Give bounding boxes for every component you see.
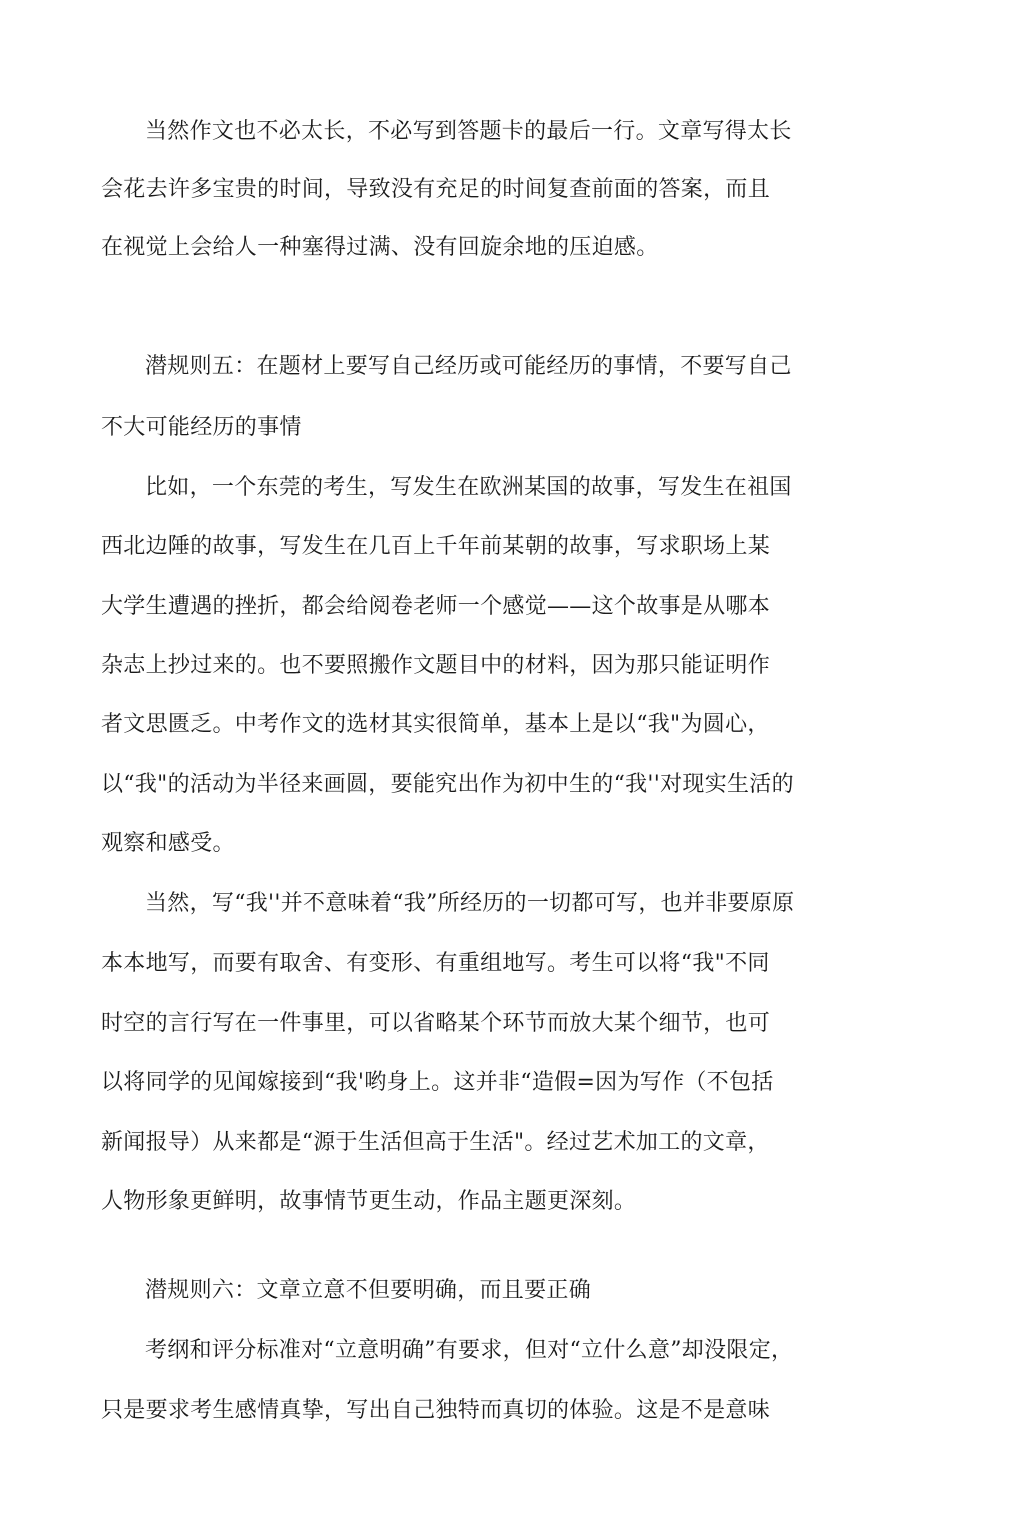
paragraph-line: 只是要求考生感情真挚，写出自己独特而真切的体验。这是不是意味 [101,1398,771,1423]
paragraph-line: 会花去许多宝贵的时间，导致没有充足的时间复查前面的答案，而且 [101,177,771,202]
paragraph-line: 人物形象更鲜明，故事情节更生动，作品主题更深刻。 [101,1189,637,1214]
section-heading-line: 不大可能经历的事情 [101,415,302,440]
paragraph-line: 以将同学的见闻嫁接到“我'哟身上。这并非“造假=因为写作（不包括 [101,1070,774,1095]
paragraph-line: 观察和感受。 [101,831,235,856]
section-heading-line: 潜规则五：在题材上要写自己经历或可能经历的事情，不要写自己 [145,354,792,379]
paragraph-line: 新闻报导）从来都是“源于生活但高于生活"。经过艺术加工的文章， [101,1130,770,1155]
paragraph-line: 时空的言行写在一件事里，可以省略某个环节而放大某个细节，也可 [101,1011,771,1036]
paragraph-line: 以“我"的活动为半径来画圆，要能究出作为初中生的“我''对现实生活的 [101,772,794,797]
paragraph-line: 比如，一个东莞的考生，写发生在欧洲某国的故事，写发生在祖国 [145,475,792,500]
paragraph-line: 当然作文也不必太长，不必写到答题卡的最后一行。文章写得太长 [145,119,792,144]
paragraph-line: 当然，写“我''并不意味着“我”所经历的一切都可写，也并非要原原 [145,891,795,916]
paragraph-line: 者文思匮乏。中考作文的选材其实很简单，基本上是以“我"为圆心， [101,712,770,737]
paragraph-line: 在视觉上会给人一种塞得过满、没有回旋余地的压迫感。 [101,235,659,260]
section-heading-line: 潜规则六：文章立意不但要明确，而且要正确 [145,1278,592,1303]
paragraph-line: 西北边陲的故事，写发生在几百上千年前某朝的故事，写求职场上某 [101,534,771,559]
paragraph-line: 大学生遭遇的挫折，都会给阅卷老师一个感觉——这个故事是从哪本 [101,594,771,619]
paragraph-line: 杂志上抄过来的。也不要照搬作文题目中的材料，因为那只能证明作 [101,653,771,678]
paragraph-line: 考纲和评分标准对“立意明确”有要求，但对“立什么意”却没限定， [145,1338,794,1363]
paragraph-line: 本本地写，而要有取舍、有变形、有重组地写。考生可以将“我"不同 [101,951,770,976]
